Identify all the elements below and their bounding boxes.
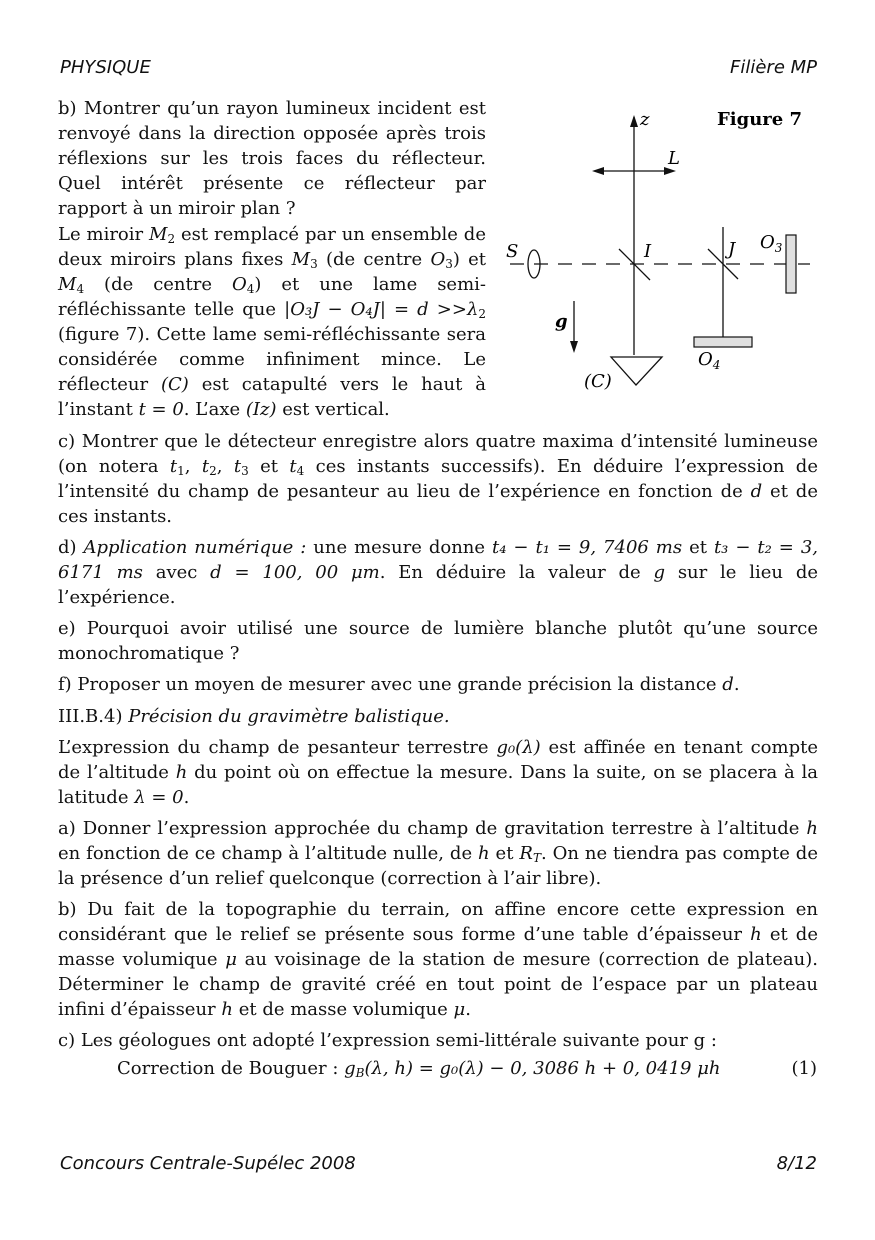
label-s: S: [506, 241, 519, 262]
paragraph-b: b) Montrer qu’un rayon lumineux incident est renvoyé dans la direction opposée après trois réflexions sur les trois faces du réflecteur. Quel intérêt présente ce réflecteur par rapport à un miroir plan ?: [58, 98, 486, 219]
paragraph-c: c) Montrer que le détecteur enregistre alors quatre maxima d’intensité lumineuse (on notera $t_1$, $t_2$, $t_3$ et $t_4$ ces instants successifs). En déduire l’expression de l’intensité du champ de pesanteur au lieu de l’expérience en fonction de d et de ces instants.: [58, 431, 818, 527]
equation-bouguer: Correction de Bouguer : $g_B(\lambda$, h) = g₀(λ) − 0, 3086 h + 0, 0419 μh (1): [117, 1058, 817, 1080]
lens-arrow-left: [592, 167, 604, 175]
footer-page: 8/12: [776, 1153, 817, 1174]
mirror-o4: [694, 337, 752, 347]
label-j: J: [728, 239, 736, 260]
mirror-o3: [786, 235, 796, 293]
label-o3: $O_3$: [760, 232, 783, 255]
figure-title: Figure 7: [717, 109, 803, 130]
reflector-c: [611, 357, 662, 385]
label-o4: $O_4$: [698, 349, 721, 372]
header-track: Filière MP: [729, 57, 817, 78]
paragraph-intro: L’expression du champ de pesanteur terrestre g₀(λ) est affinée en tenant compte de l’altitude h du point où on effectue la mesure. Dans la suite, on se placera à la latitude λ = 0.: [58, 737, 818, 808]
paragraph-c-geologists: c) Les géologues ont adopté l’expression semi-littérale suivante pour g :: [58, 1030, 717, 1051]
header-subject: PHYSIQUE: [60, 57, 151, 78]
paragraph-b-plateau: b) Du fait de la topographie du terrain, on affine encore cette expression en considérant que le relief se présente sous forme d’une table d’épaisseur h et de masse volumique μ au voisinage de la station de mesure (correction de plateau). Déterminer le champ de gravité créé en tout point de l’espace par un plateau infini d’épaisseur h et de masse volumique μ.: [58, 899, 818, 1020]
label-i: I: [644, 241, 652, 262]
paragraph-mirror: Le miroir $M_2$ est remplacé par un ensemble de deux miroirs plans fixes $M_3$ (de centre $O_3$) et $M_4$ (de centre $O_4$) et une lame semi-réfléchissante telle que $|O_3J - O_4J| = d >>\lambda_2$ (figure 7). Cette lame semi-réfléchissante sera considérée comme infiniment mince. Le réflecteur (C) est catapulté vers le haut à l’instant t = 0. L’axe (Iz) est vertical.: [58, 224, 487, 420]
footer-exam: Concours Centrale-Supélec 2008: [60, 1153, 356, 1174]
z-arrow: [630, 115, 638, 127]
paragraph-e: e) Pourquoi avoir utilisé une source de lumière blanche plutôt qu’une source monochromatique ?: [58, 618, 818, 664]
label-z: z: [640, 109, 650, 130]
gravity-arrow: [570, 341, 578, 353]
paragraph-d: d) Application numérique : une mesure donne t₄ − t₁ = 9, 7406 ms et t₃ − t₂ = 3, 6171 ms avec d = 100, 00 μm. En déduire la valeur de g sur le lieu de l’expérience.: [58, 537, 819, 608]
label-l: L: [668, 148, 680, 169]
label-c: (C): [584, 371, 612, 392]
section-heading: III.B.4) Précision du gravimètre balistique.: [58, 706, 450, 727]
equation-number: (1): [791, 1058, 817, 1079]
paragraph-f: f) Proposer un moyen de mesurer avec une grande précision la distance d.: [58, 674, 740, 695]
paragraph-a: a) Donner l’expression approchée du champ de gravitation terrestre à l’altitude h en fonction de ce champ à l’altitude nulle, de h et $R_T$. On ne tiendra pas compte de la présence d’un relief quelconque (correction à l’air libre).: [58, 818, 818, 889]
figure-7-diagram: [500, 105, 820, 405]
label-g: g: [555, 311, 568, 332]
